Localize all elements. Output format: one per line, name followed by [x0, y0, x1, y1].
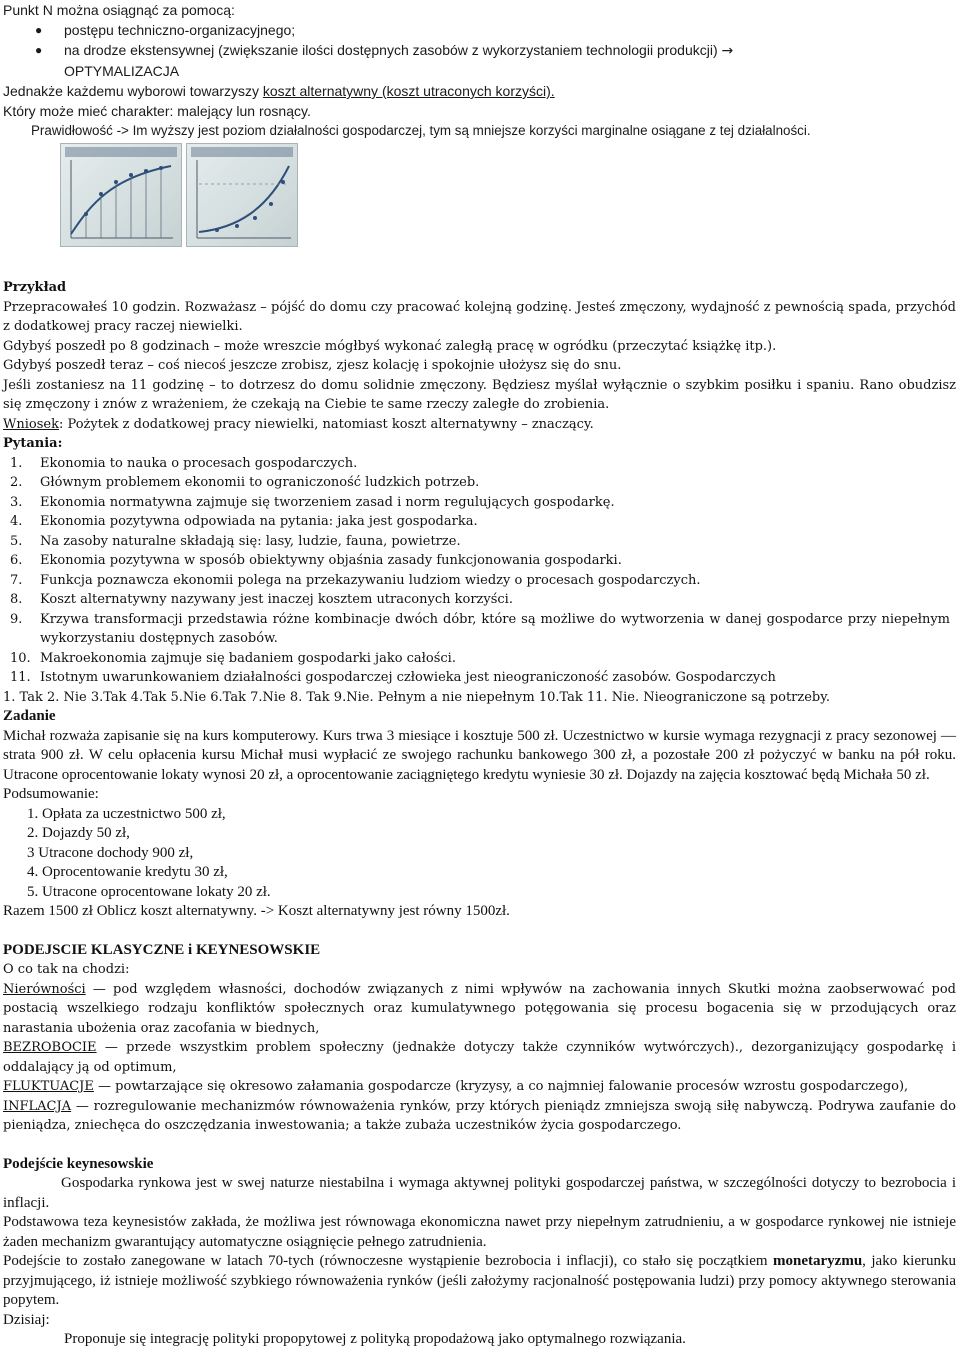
term-inflation: INFLACJA: [3, 1098, 72, 1114]
conclusion-line: Wniosek: Pożytek z dodatkowej pracy niewielki, natomiast koszt alternatywny – znaczący.: [3, 416, 594, 432]
conclusion-label: Wniosek: [3, 416, 59, 432]
term-paragraph: FLUKTUACJE — powtarzające się okresowo załamania gospodarcze (kryzysy, a co najmniej falowanie procesów wzrostu gospodarczego),: [3, 1079, 909, 1094]
list-item: ● postępu techniczno-organizacyjnego;: [35, 22, 296, 38]
keynes-section: [0, 1155, 960, 1350]
intro-bullets: [3, 20, 956, 81]
keynes-paragraph: Podejście to zostało zanegowane w latach 70-tych (równoczesne wystąpienie bezrobocia i inflacji), co stało się początkiem monetaryzmu, jako kierunku przyjmującego, iż istnieje możliwość szybkiego równoważenia rynków (jeśli założymy racjonalność postępowania ludzi) przy pomocy aktywnego sterowania popytem.: [3, 1253, 956, 1308]
keynes-heading: Podejście keynesowskie: [3, 1155, 154, 1172]
bullet-icon: ●: [35, 23, 43, 37]
task-section: [0, 707, 960, 960]
term-paragraph: BEZROBOCIE — przede wszystkim problem społeczny (jednakże dotyczy także czynników wytwórczych)., dezorganizujący gospodarkę i oddalający ją od optimum,: [3, 1040, 956, 1075]
example-paragraph: Jeśli zostaniesz na 11 godzinę – to dotrzesz do domu solidnie zmęczony. Będziesz myślał wyłącznie o szybkim posiłku i spaniu. Rano obudzisz się zmęczony i znów z wrażeniem, że czekają na Ciebie te same rzeczy zaległe do zrobienia.: [3, 377, 956, 412]
example-section: [0, 278, 960, 434]
list-item: 7. Funkcja poznawcza ekonomii polega na przekazywaniu ludziom wiedzy o procesach gospodarczych.: [10, 572, 701, 588]
list-item: 11. Istotnym uwarunkowaniem działalności gospodarczej człowieka jest nieograniczoność zasobów. Gospodarczych: [10, 670, 776, 685]
list-item: 2. Dojazdy 50 zł,: [27, 825, 130, 841]
list-item: 8. Koszt alternatywny nazywany jest inaczej kosztem utraconych korzyści.: [10, 592, 513, 607]
chart-photo-icon: [187, 144, 297, 246]
list-item: 4. Ekonomia pozytywna odpowiada na pytania: jaka jest gospodarka.: [10, 514, 478, 529]
list-item: 1. Ekonomia to nauka o procesach gospodarczych.: [10, 455, 358, 471]
answers-line: 1. Tak 2. Nie 3.Tak 4.Tak 5.Nie 6.Tak 7.Nie 8. Tak 9.Nie. Pełnym a nie niepełnym 10.Tak 11. Nie. Nieograniczone są potrzeby.: [3, 689, 830, 705]
keynes-paragraph: Podstawowa teza keynesistów zakłada, że możliwa jest równowaga ekonomiczna nawet przy niepełnym zatrudnieniu, a w gospodarce rynkowej nie istnieje żaden mechanizm gwarantujący automatyczne osiągnięcie pełnego zatrudnienia.: [3, 1214, 956, 1250]
chart-photo-right: [186, 143, 298, 247]
chart-photo-icon: [61, 144, 181, 246]
approaches-question: O co tak na chodzi:: [3, 962, 130, 977]
summary-label: Podsumowanie:: [3, 786, 99, 802]
example-paragraph: Gdybyś poszedł po 8 godzinach – może wreszcie mógłbyś wykonać zaległą pracę w ogródku (przeczytać książkę itp.).: [3, 338, 777, 354]
today-label: Dzisiaj:: [3, 1311, 50, 1328]
opportunity-cost-term: koszt alternatywny (koszt utraconych korzyści).: [262, 83, 555, 99]
questions-heading: Pytania:: [3, 436, 63, 451]
figures-row: [0, 143, 960, 251]
intro-title: Punkt N można osiągnąć za pomocą:: [3, 2, 235, 18]
term-paragraph: Nierówności — pod względem własności, dochodów związanych z nimi wpływów na zachowania innych Skutki można zaobserwować pod postacią wszelkiego rodzaju konfliktów społecznych oraz kumulatywnego potęgowania się procesu bogacenia się w przodujących oraz narastania ubożenia oraz zacofania w biednych,: [3, 981, 956, 1036]
approaches-heading: PODEJSCIE KLASYCZNE i KEYNESOWSKIE: [3, 941, 321, 958]
term-paragraph: INFLACJA — rozregulowanie mechanizmów równoważenia rynków, przy których pieniądz zmniejsza swoją siłę nabywczą. Podrywa zaufanie do pieniądza, zniechęca do oszczędzania inwestowania; a także zubaża uczestników życia gospodarczego.: [3, 1098, 956, 1133]
term-unemployment: BEZROBOCIE: [3, 1040, 97, 1055]
intro-section: [0, 0, 960, 141]
list-item: 2. Głównym problemem ekonomii to ograniczoność ludzkich potrzeb.: [10, 475, 480, 490]
list-item: 5. Utracone oprocentowane lokaty 20 zł.: [27, 883, 271, 900]
opportunity-cost-line: Jednakże każdemu wyborowi towarzyszy koszt alternatywny (koszt utraconych korzyści).: [3, 83, 555, 99]
example-heading: Przykład: [3, 280, 67, 295]
term-inequality: Nierówności: [3, 981, 86, 997]
today-text: Proponuje się integrację polityki propopytowej z polityką propodażową jako optymalnego rozwiązania.: [64, 1331, 686, 1347]
keynes-paragraph: Gospodarka rynkowa jest w swej naturze niestabilna i wymaga aktywnej polityki gospodarczej państwa, w szczególności dotyczy to bezrobocia i inflacji.: [3, 1175, 956, 1211]
arrow-right-icon: →: [721, 43, 734, 59]
total-line: Razem 1500 zł Oblicz koszt alternatywny. -> Koszt alternatywny jest równy 1500zł.: [3, 903, 510, 919]
list-item: 9. Krzywa transformacji przedstawia różne kombinacje dwóch dóbr, które są możliwe do wytworzenia w danej gospodarce przy niepełnym wykorzystaniu dostępnych zasobów.: [10, 611, 950, 646]
list-item: 5. Na zasoby naturalne składają się: lasy, ludzie, fauna, powietrze.: [10, 533, 461, 549]
monetarism-term: monetaryzmu: [773, 1253, 863, 1269]
cost-character-line: Który może mieć charakter: malejący lun rosnący.: [3, 103, 311, 119]
task-heading: Zadanie: [3, 708, 56, 724]
bullet-icon: ●: [35, 43, 43, 57]
task-body: Michał rozważa zapisanie się na kurs komputerowy. Kurs trwa 3 miesiące i kosztuje 500 zł. Uczestnictwo w kursie wymaga rezygnacji z pracy sezonowej — strata 900 zł. W celu opłacenia kursu Michał musi wypłacić ze swojego rachunku bankowego 300 zł, a pozostałe 200 zł pożyczyć w banku na pół roku. Utracone oprocentowanie lokaty wynosi 20 zł, a oprocentowanie zaciągniętego kredytu wyniesie 30 zł. Dojazdy na zajęcia kosztować będą Michała 50 zł.: [3, 727, 956, 783]
summary-list: [3, 805, 956, 903]
example-paragraph: Przepracowałeś 10 godzin. Rozważasz – pójść do domu czy pracować kolejną godzinę. Jesteś zmęczony, wydajność z pewnością spada, przychód z dodatkowej pracy raczej niewielki.: [3, 299, 956, 334]
list-item: 1. Opłata za uczestnictwo 500 zł,: [27, 805, 226, 822]
chart-photo-left: [60, 143, 182, 247]
list-item: ● na drodze ekstensywnej (zwiększanie ilości dostępnych zasobów z wykorzystaniem technologii produkcji) → OPTYMALIZACJA: [35, 42, 734, 79]
approaches-section: [0, 960, 960, 1136]
list-item: 3 Utracone dochody 900 zł,: [27, 844, 194, 861]
term-fluctuations: FLUKTUACJE: [3, 1079, 94, 1094]
list-item: 4. Oprocentowanie kredytu 30 zł,: [27, 864, 228, 880]
list-item: 6. Ekonomia pozytywna w sposób obiektywny objaśnia zasady funkcjonowania gospodarki.: [10, 553, 622, 568]
example-paragraph: Gdybyś poszedł teraz – coś niecoś jeszcze zrobisz, zjesz kolację i spokojnie ułożysz się do snu.: [3, 358, 622, 373]
rule-line: Prawidłowość -> Im wyższy jest poziom działalności gospodarczej, tym są mniejsze korzyści marginalne osiągane z tej działalności.: [31, 123, 811, 138]
list-item: 10. Makroekonomia zajmuje się badaniem gospodarki jako całości.: [10, 650, 456, 666]
questions-list: [3, 454, 956, 688]
questions-section: [0, 434, 960, 707]
list-item: 3. Ekonomia normatywna zajmuje się tworzeniem zasad i norm regulujących gospodarkę.: [10, 494, 615, 510]
